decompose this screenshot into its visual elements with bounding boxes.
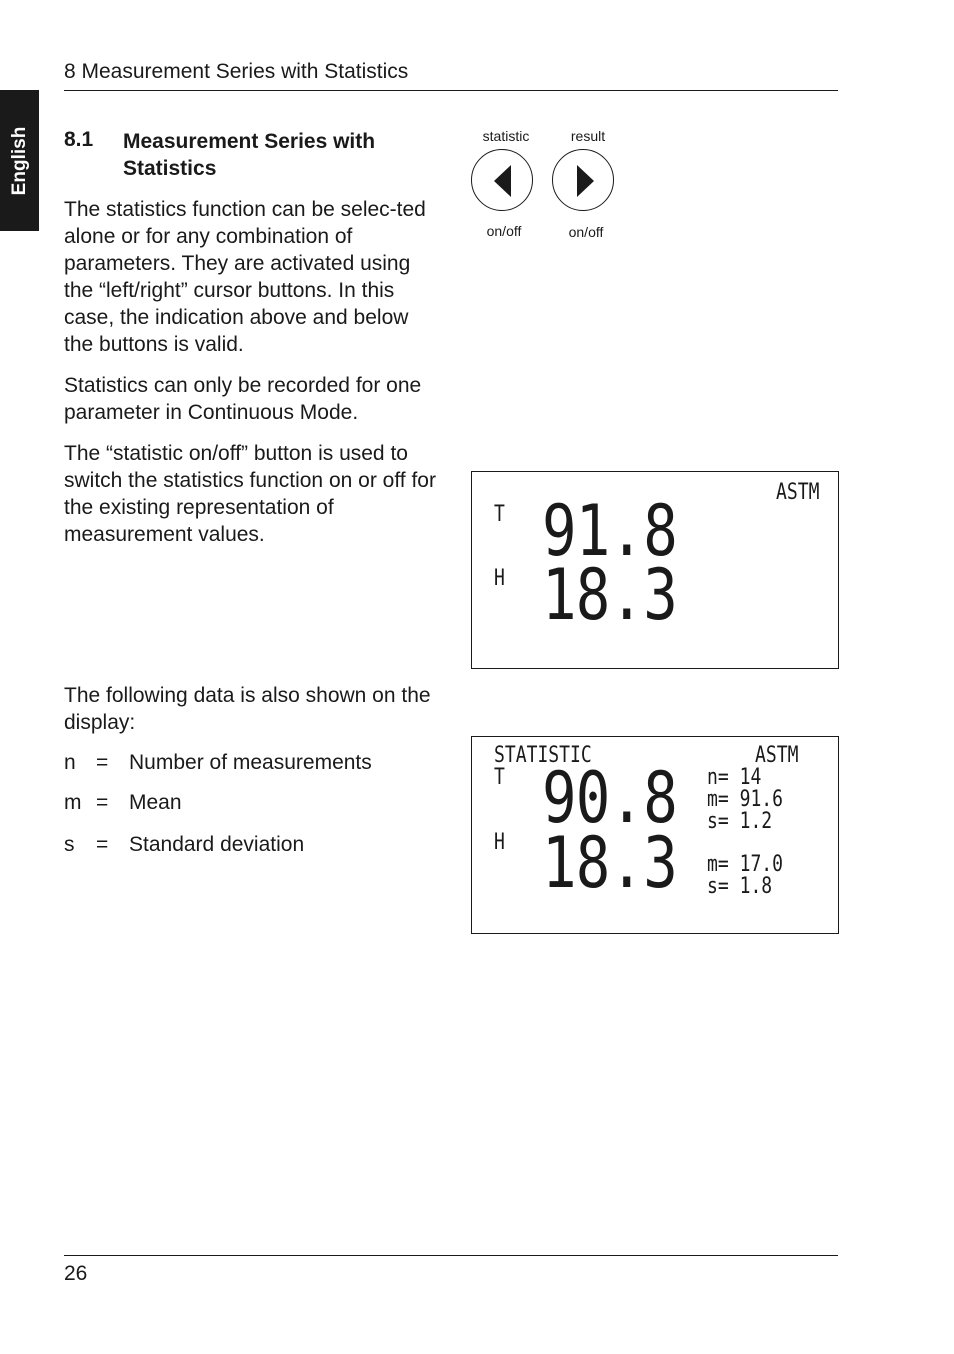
definition-key: n: [64, 751, 76, 774]
display-label-t: T: [494, 502, 505, 527]
statistic-left-button[interactable]: [471, 149, 533, 211]
stat-s-h: s= 1.8: [707, 874, 773, 899]
definition-value: Mean: [129, 791, 182, 814]
display-title: STATISTIC: [494, 743, 592, 768]
chapter-header: 8 Measurement Series with Statistics: [64, 60, 409, 83]
paragraph-following-data: The following data is also shown on the display:: [64, 684, 431, 734]
display-value-h: 18.3: [542, 822, 677, 904]
statistic-button-top-label: statistic: [482, 128, 530, 144]
paragraph-statistic-button: The “statistic on/off” button is used to switch the statistics function on or off for the existing representation of measurement values.: [64, 442, 436, 546]
stat-n-t: n= 14: [707, 765, 762, 790]
definition-key: s: [64, 833, 75, 856]
result-right-button[interactable]: [552, 149, 614, 211]
definition-equals: =: [96, 833, 109, 856]
page-number: 26: [64, 1262, 88, 1285]
definition-equals: =: [96, 751, 109, 774]
result-button-top-label: result: [570, 128, 606, 144]
result-button-bottom-label: on/off: [568, 224, 604, 240]
definition-value: Number of measurements: [129, 751, 372, 774]
display-label-h: H: [494, 830, 505, 855]
stat-m-h: m= 17.0: [707, 852, 784, 877]
paragraph-continuous-mode: Statistics can only be recorded for one parameter in Continuous Mode.: [64, 374, 422, 424]
section-title: Measurement Series with Statistics: [123, 130, 376, 180]
display-value-t: 91.8: [542, 490, 677, 572]
arrow-right-icon: [577, 165, 594, 197]
statistic-button-bottom-label: on/off: [486, 223, 522, 239]
section-number: 8.1: [64, 128, 94, 151]
definition-equals: =: [96, 791, 109, 814]
display-label-t: T: [494, 765, 505, 790]
lcd-display-measurement: [471, 471, 839, 669]
stat-m-t: m= 91.6: [707, 787, 784, 812]
definition-key: m: [64, 791, 82, 814]
footer-rule: [64, 1255, 838, 1256]
lcd-display-statistic: [471, 736, 839, 934]
display-value-h: 18.3: [542, 554, 677, 636]
stat-s-t: s= 1.2: [707, 809, 773, 834]
display-mode: ASTM: [776, 480, 820, 505]
display-value-t: 90.8: [542, 757, 677, 839]
display-label-h: H: [494, 566, 505, 591]
header-rule: [64, 90, 838, 91]
language-tab-label: English: [8, 126, 30, 195]
language-tab: [0, 90, 39, 231]
definition-value: Standard deviation: [129, 833, 305, 856]
display-mode: ASTM: [755, 743, 799, 768]
arrow-left-icon: [494, 165, 511, 197]
paragraph-statistics-function: The statistics function can be selec-ted alone or for any combination of parameters. They are activated using the “left/right” cursor buttons. In this case, the indication above and below the buttons is valid.: [64, 198, 426, 356]
